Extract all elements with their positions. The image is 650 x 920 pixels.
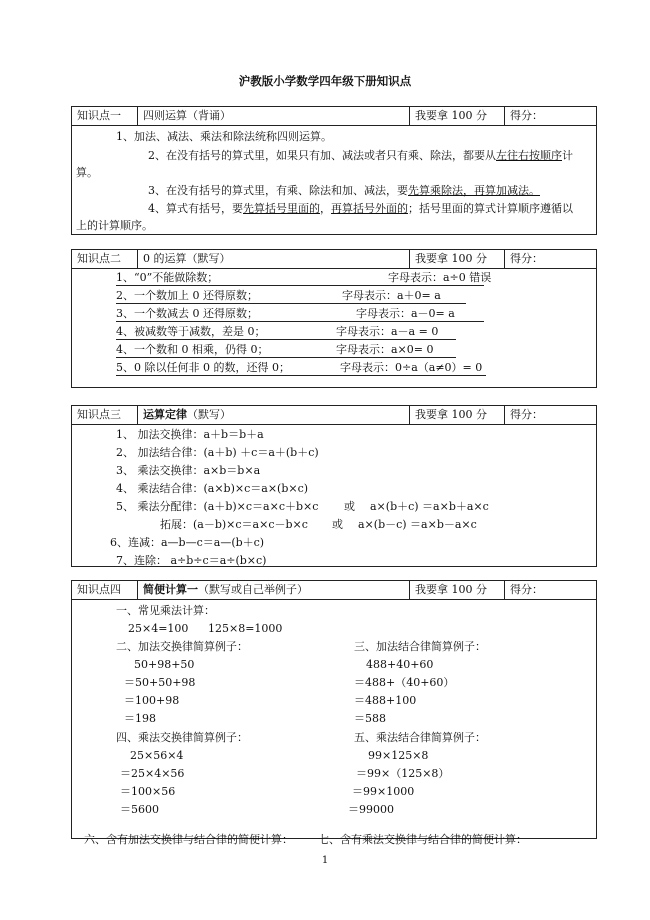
zero-rule-row: 3、一个数减去 0 还得原数； 字母表示：a－0= a bbox=[116, 307, 484, 322]
example-line: ＝25×4×56 bbox=[120, 767, 185, 780]
section-title: 0 的运算（默写） bbox=[138, 250, 410, 268]
section-tag: 知识点三 bbox=[72, 406, 138, 424]
example-heading: 五、乘法结合律简算例子： bbox=[354, 731, 486, 744]
example-line: ＝588 bbox=[354, 712, 386, 725]
zero-rule-row: 1、“0”不能做除数； 字母表示：a÷0 错误 bbox=[116, 271, 492, 284]
section-1 bbox=[71, 106, 597, 235]
example-heading: 七、含有乘法交换律与结合律的简便计算： bbox=[318, 833, 527, 846]
example-line: 25×4=100 bbox=[128, 622, 189, 635]
goal-label: 我要拿 100 分 bbox=[410, 250, 505, 268]
example-line: ＝488+（40+60） bbox=[354, 676, 455, 689]
section-4 bbox=[71, 580, 597, 846]
example-line: 50+98+50 bbox=[134, 658, 195, 671]
example-heading: 四、乘法交换律简算例子： bbox=[116, 731, 248, 744]
law-line: 拓展：(a－b)×c＝a×c－b×c 或 a×(b－c) ＝a×b－a×c bbox=[160, 518, 477, 531]
text-line: 上的计算顺序。 bbox=[76, 219, 153, 232]
law-line: 7、连除： a÷b÷c＝a÷(b×c) bbox=[116, 554, 267, 567]
goal-label: 我要拿 100 分 bbox=[410, 107, 505, 125]
score-label: 得分： bbox=[510, 408, 543, 421]
section-title: 四则运算（背诵） bbox=[138, 107, 410, 125]
section-title: 运算定律（默写） bbox=[138, 406, 410, 424]
law-line: 6、连减：a—b—c＝a—(b＋c) bbox=[110, 536, 265, 549]
example-heading: 一、常见乘法计算： bbox=[116, 604, 215, 617]
zero-rule-row: 4、被减数等于减数，差是 0； 字母表示：a－a = 0 bbox=[116, 325, 456, 340]
page-title: 沪教版小学数学四年级下册知识点 bbox=[238, 74, 412, 88]
law-line: 1、 加法交换律：a＋b＝b＋a bbox=[116, 428, 264, 441]
law-line: 4、 乘法结合律：(a×b)×c＝a×(b×c) bbox=[116, 482, 309, 495]
section-tag: 知识点二 bbox=[72, 250, 138, 268]
example-line: 125×8=1000 bbox=[208, 622, 283, 635]
text-line: 2、在没有括号的算式里，如果只有加、减法或者只有乘、除法，都要从左往右按顺序计 bbox=[148, 149, 573, 162]
example-line: 25×56×4 bbox=[130, 749, 184, 762]
text-line: 3、在没有括号的算式里，有乘、除法和加、减法，要先算乘除法，再算加减法。 bbox=[148, 184, 540, 197]
section-3-header bbox=[72, 406, 596, 425]
law-line: 2、 加法结合律：(a＋b) ＋c＝a＋(b＋c) bbox=[116, 446, 319, 459]
page-number: 1 bbox=[321, 855, 329, 866]
example-line: ＝198 bbox=[124, 712, 156, 725]
score-label: 得分： bbox=[510, 109, 543, 122]
section-2-header bbox=[72, 250, 596, 269]
example-line: 488+40+60 bbox=[366, 658, 434, 671]
section-4-header bbox=[72, 581, 596, 600]
example-line: ＝5600 bbox=[120, 803, 159, 816]
law-line: 5、 乘法分配律：(a＋b)×c＝a×c＋b×c 或 a×(b＋c) ＝a×b＋a×c bbox=[116, 500, 489, 513]
section-2 bbox=[71, 249, 597, 388]
example-line: ＝488+100 bbox=[354, 694, 417, 707]
law-line: 3、 乘法交换律：a×b＝b×a bbox=[116, 464, 261, 477]
example-line: ＝99×（125×8） bbox=[356, 767, 450, 780]
section-1-header bbox=[72, 107, 596, 126]
example-heading: 六、含有加法交换律与结合律的简便计算： bbox=[84, 833, 293, 846]
text-line: 1、加法、减法、乘法和除法统称四则运算。 bbox=[116, 130, 332, 143]
zero-rule-row: 2、一个数加上 0 还得原数； 字母表示：a＋0= a bbox=[116, 289, 466, 304]
example-line: ＝100×56 bbox=[120, 785, 176, 798]
text-line: 算。 bbox=[76, 166, 98, 179]
section-title: 简便计算一（默写或自己举例子） bbox=[138, 581, 410, 599]
goal-label: 我要拿 100 分 bbox=[410, 581, 505, 599]
example-heading: 三、加法结合律简算例子： bbox=[354, 640, 486, 653]
zero-rule-row: 5、0 除以任何非 0 的数，还得 0； 字母表示：0÷a（a≠0）= 0 bbox=[116, 361, 486, 376]
example-line: ＝50+50+98 bbox=[124, 676, 196, 689]
example-line: ＝100+98 bbox=[124, 694, 180, 707]
example-heading: 二、加法交换律简算例子： bbox=[116, 640, 248, 653]
section-tag: 知识点一 bbox=[72, 107, 138, 125]
example-line: ＝99000 bbox=[348, 803, 394, 816]
example-line: ＝99×1000 bbox=[352, 785, 415, 798]
score-label: 得分： bbox=[510, 252, 543, 265]
section-tag: 知识点四 bbox=[72, 581, 138, 599]
example-line: 99×125×8 bbox=[368, 749, 429, 762]
score-label: 得分： bbox=[510, 583, 543, 596]
section-3 bbox=[71, 405, 597, 567]
text-line: 4、算式有括号，要先算括号里面的，再算括号外面的；括号里面的算式计算顺序遵循以 bbox=[148, 202, 573, 215]
zero-rule-row: 4、一个数和 0 相乘，仍得 0； 字母表示：a×0= 0 bbox=[116, 343, 456, 358]
goal-label: 我要拿 100 分 bbox=[410, 406, 505, 424]
